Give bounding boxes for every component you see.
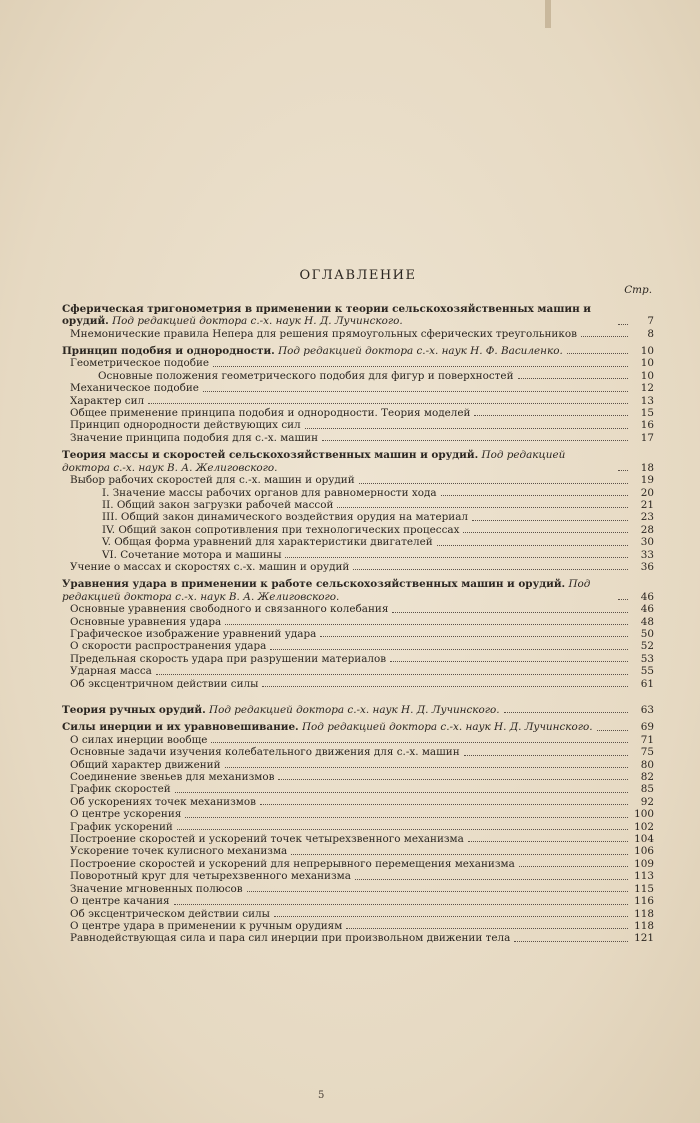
- dot-leader: [618, 470, 628, 471]
- dot-leader: [177, 829, 628, 830]
- toc-entry-text: Построение скоростей и ускорений для непрерывного перемещения механизма: [70, 857, 515, 870]
- dot-leader: [441, 495, 628, 496]
- page-number: 52: [640, 640, 654, 653]
- toc-entry-text: Ускорение точек кулисного механизма: [70, 845, 288, 858]
- dot-leader: [225, 624, 628, 625]
- dot-leader: [390, 661, 628, 662]
- toc-entry: [62, 678, 654, 690]
- toc-entry-text: V. Общая форма уравнений для характеристики двигателей: [102, 536, 433, 549]
- dot-leader: [472, 520, 628, 521]
- toc-entry-text: Об ускорениях точек механизмов: [70, 795, 256, 808]
- section-title: Теория массы и скоростей сельскохозяйственных машин и орудий.: [62, 449, 479, 462]
- dot-leader: [355, 879, 628, 880]
- page-number: 63: [640, 704, 654, 716]
- toc-entry-text: II. Общий закон загрузки рабочей массой: [102, 498, 334, 511]
- toc-entry-text: Поворотный круг для четырехзвенного механизма: [70, 870, 351, 883]
- page-number: 36: [640, 560, 654, 573]
- toc-entry: [62, 908, 654, 920]
- toc-entry: [62, 603, 654, 615]
- page-number: 50: [640, 627, 654, 640]
- toc-entry-text: О центре ускорения: [70, 808, 182, 821]
- page-number: 48: [640, 615, 654, 628]
- section-editor: Под редакцией доктора с.-х. наук Н. Ф. Василенко.: [274, 345, 563, 358]
- page-number: 12: [640, 382, 654, 395]
- toc-entry: [62, 759, 654, 771]
- toc-entry: [62, 653, 654, 665]
- toc-entry-text: О центре удара в применении к ручным орудиям: [70, 919, 343, 932]
- section-editor: Под редакцией доктора с.-х. наук Н. Д. Лучинского.: [298, 721, 593, 734]
- toc-entry-text: О центре качания: [70, 895, 170, 908]
- dot-leader: [359, 483, 628, 484]
- toc-entry-text: [62, 303, 614, 328]
- page-number: 21: [640, 498, 654, 511]
- toc-entry: [62, 549, 654, 561]
- footer-mark: 5: [318, 1090, 325, 1101]
- dot-leader: [175, 792, 628, 793]
- table-of-contents: [62, 270, 654, 945]
- section-gap: [62, 690, 654, 699]
- toc-entry: [62, 783, 654, 795]
- dot-leader: [514, 941, 628, 942]
- dot-leader: [504, 712, 628, 713]
- toc-entry: [62, 419, 654, 431]
- toc-entry-text: Общее применение принципа подобия и однородности. Теория моделей: [70, 407, 471, 420]
- dot-leader: [305, 428, 628, 429]
- toc-entry: [62, 771, 654, 783]
- toc-entry: [62, 734, 654, 746]
- dot-leader: [174, 904, 628, 905]
- section-title: Принцип подобия и однородности.: [62, 345, 275, 358]
- page-edge-mark: [545, 0, 551, 28]
- toc-entry: [62, 920, 654, 932]
- toc-entry-text: Принцип однородности действующих сил: [70, 419, 301, 432]
- toc-entry: [62, 511, 654, 523]
- toc-entry: [62, 357, 654, 369]
- toc-entry: [62, 746, 654, 758]
- toc-entry-text: График ускорений: [70, 820, 173, 833]
- toc-entry: [62, 932, 654, 944]
- page-number: 109: [634, 857, 654, 870]
- page-number: 82: [640, 771, 654, 784]
- page-number: 116: [634, 895, 654, 908]
- dot-leader: [567, 353, 628, 354]
- page-number: 16: [640, 419, 654, 432]
- toc-entry-text: [62, 721, 593, 733]
- dot-leader: [291, 854, 628, 855]
- page-number: 80: [640, 758, 654, 771]
- page-number: 69: [640, 721, 654, 734]
- dot-leader: [156, 674, 628, 675]
- toc-entry-text: Мнемонические правила Непера для решения прямоугольных сферических треугольников: [70, 327, 577, 340]
- toc-entry-text: График скоростей: [70, 783, 171, 796]
- dot-leader: [519, 866, 628, 867]
- toc-entry: [62, 833, 654, 845]
- toc-entry-text: Основные уравнения удара: [70, 615, 222, 628]
- section-editor: Под редакцией доктора с.-х. наук В. А. Желиговского.: [62, 578, 591, 603]
- toc-entry: [62, 524, 654, 536]
- toc-entries: [62, 303, 654, 945]
- section-title: Силы инерции и их уравновешивание.: [62, 721, 299, 734]
- toc-section: [62, 449, 654, 474]
- dot-leader: [392, 612, 628, 613]
- toc-entry-text: IV. Общий закон сопротивления при технологических процессах: [102, 523, 460, 536]
- section-title: Теория ручных орудий.: [62, 704, 206, 716]
- toc-entry-text: Равнодействующая сила и пара сил инерции при произвольном движении тела: [70, 932, 511, 945]
- toc-entry: [62, 474, 654, 486]
- toc-entry-text: Об эксцентричном действии силы: [70, 677, 259, 690]
- dot-leader: [597, 730, 628, 731]
- dot-leader: [148, 403, 628, 404]
- dot-leader: [353, 569, 628, 570]
- toc-entry-text: О силах инерции вообще: [70, 733, 208, 746]
- page-number: 18: [640, 461, 654, 474]
- page-number: 46: [640, 590, 654, 603]
- toc-entry-text: [62, 449, 614, 474]
- page-number: 17: [640, 431, 654, 444]
- toc-entry-text: Характер сил: [70, 394, 145, 407]
- page-number: 28: [640, 523, 654, 536]
- toc-entry-text: Механическое подобие: [70, 382, 199, 395]
- dot-leader: [247, 891, 628, 892]
- toc-entry: [62, 561, 654, 573]
- toc-entry: [62, 821, 654, 833]
- dot-leader: [346, 928, 628, 929]
- toc-entry: [62, 370, 654, 382]
- page-number: 15: [640, 407, 654, 420]
- toc-entry: [62, 796, 654, 808]
- page-number: 115: [634, 882, 654, 895]
- toc-section: [62, 721, 654, 733]
- page-number: 33: [640, 548, 654, 561]
- page-number: 100: [634, 808, 654, 821]
- toc-entry: [62, 328, 654, 340]
- toc-section: [62, 303, 654, 328]
- toc-entry-text: VI. Сочетание мотора и машины: [102, 548, 282, 561]
- dot-leader: [581, 336, 628, 337]
- page-number: 10: [640, 357, 654, 370]
- toc-entry: [62, 895, 654, 907]
- page-number: 106: [634, 845, 654, 858]
- page-number: 19: [640, 474, 654, 487]
- dot-leader: [518, 378, 628, 379]
- page-number: 118: [634, 919, 654, 932]
- page-number: 121: [634, 932, 654, 945]
- toc-entry-text: Основные уравнения свободного и связанного колебания: [70, 603, 389, 616]
- dot-leader: [211, 742, 628, 743]
- dot-leader: [618, 324, 628, 325]
- page-number: 30: [640, 536, 654, 549]
- toc-entry-text: [62, 578, 614, 603]
- page-number: 55: [640, 665, 654, 678]
- page-column-label: Стр.: [624, 284, 652, 297]
- toc-title: ОГЛАВЛЕНИЕ: [299, 268, 417, 283]
- toc-entry: [62, 665, 654, 677]
- toc-entry: [62, 407, 654, 419]
- page-number: 75: [640, 746, 654, 759]
- toc-entry-text: Ударная масса: [70, 665, 152, 678]
- toc-entry-text: О скорости распространения удара: [70, 640, 267, 653]
- toc-section: [62, 345, 654, 357]
- toc-entry: [62, 858, 654, 870]
- page-number: 102: [634, 820, 654, 833]
- section-title: Сферическая тригонометрия в применении к теории сельскохозяйственных машин и орудий.: [62, 302, 591, 328]
- toc-entry: [62, 382, 654, 394]
- page-number: 8: [647, 327, 654, 340]
- dot-leader: [262, 686, 628, 687]
- toc-entry: [62, 628, 654, 640]
- dot-leader: [463, 532, 628, 533]
- dot-leader: [270, 649, 628, 650]
- dot-leader: [278, 779, 628, 780]
- page-number: 10: [640, 369, 654, 382]
- toc-entry-text: Об эксцентрическом действии силы: [70, 907, 270, 920]
- toc-entry: [62, 808, 654, 820]
- page-number: 20: [640, 486, 654, 499]
- toc-entry-text: Значение принципа подобия для с.-х. машин: [70, 431, 318, 444]
- dot-leader: [274, 916, 628, 917]
- toc-entry: [62, 432, 654, 444]
- toc-entry-text: Соединение звеньев для механизмов: [70, 771, 275, 784]
- toc-entry-text: Основные задачи изучения колебательного движения для с.-х. машин: [70, 746, 460, 759]
- dot-leader: [213, 366, 628, 367]
- page-number: 113: [634, 870, 654, 883]
- toc-entry-text: III. Общий закон динамического воздействия орудия на материал: [102, 511, 469, 524]
- page-number: 46: [640, 603, 654, 616]
- dot-leader: [285, 557, 628, 558]
- dot-leader: [260, 804, 628, 805]
- page-number: 92: [640, 795, 654, 808]
- dot-leader: [618, 599, 628, 600]
- toc-entry: [62, 870, 654, 882]
- dot-leader: [322, 440, 628, 441]
- toc-section: [62, 704, 654, 716]
- page-number: 118: [634, 907, 654, 920]
- toc-entry: [62, 616, 654, 628]
- toc-entry-text: Графическое изображение уравнений удара: [70, 627, 317, 640]
- toc-entry-text: Общий характер движений: [70, 758, 221, 771]
- toc-entry-text: Значение мгновенных полюсов: [70, 882, 243, 895]
- page-number: 10: [640, 345, 654, 358]
- toc-entry: [62, 487, 654, 499]
- toc-entry-text: Основные положения геометрического подобия для фигур и поверхностей: [98, 369, 514, 382]
- dot-leader: [203, 391, 628, 392]
- toc-entry-text: Выбор рабочих скоростей для с.-х. машин и орудий: [70, 474, 355, 487]
- toc-section: [62, 578, 654, 603]
- dot-leader: [337, 507, 628, 508]
- dot-leader: [464, 755, 628, 756]
- toc-entry-text: [62, 704, 500, 716]
- page-number: 7: [647, 315, 654, 328]
- toc-entry-text: Построение скоростей и ускорений точек четырехзвенного механизма: [70, 833, 464, 846]
- section-editor: Под редакцией доктора с.-х. наук В. А. Желиговского.: [62, 449, 566, 474]
- dot-leader: [474, 415, 628, 416]
- page-number: 61: [640, 677, 654, 690]
- dot-leader: [468, 841, 628, 842]
- section-title: Уравнения удара в применении к работе сельскохозяйственных машин и орудий.: [62, 578, 566, 591]
- page-number: 23: [640, 511, 654, 524]
- toc-entry-text: I. Значение массы рабочих органов для равномерности хода: [102, 486, 437, 499]
- page-number: 71: [640, 733, 654, 746]
- page-number: 13: [640, 394, 654, 407]
- page-number: 104: [634, 833, 654, 846]
- toc-entry: [62, 499, 654, 511]
- section-editor: Под редакцией доктора с.-х. наук Н. Д. Лучинского.: [205, 704, 500, 716]
- toc-entry-text: Учение о массах и скоростях с.-х. машин и орудий: [70, 560, 350, 573]
- toc-entry-text: Геометрическое подобие: [70, 357, 210, 370]
- section-editor: Под редакцией доктора с.-х. наук Н. Д. Лучинского.: [108, 315, 403, 328]
- toc-entry-text: [62, 345, 563, 357]
- toc-entry: [62, 845, 654, 857]
- toc-entry: [62, 395, 654, 407]
- page-number: 85: [640, 783, 654, 796]
- toc-entry-text: Предельная скорость удара при разрушении материалов: [70, 652, 387, 665]
- dot-leader: [185, 817, 628, 818]
- dot-leader: [225, 767, 629, 768]
- dot-leader: [320, 636, 628, 637]
- toc-entry: [62, 536, 654, 548]
- page-number: 53: [640, 652, 654, 665]
- toc-entry: [62, 640, 654, 652]
- dot-leader: [437, 545, 628, 546]
- toc-entry: [62, 883, 654, 895]
